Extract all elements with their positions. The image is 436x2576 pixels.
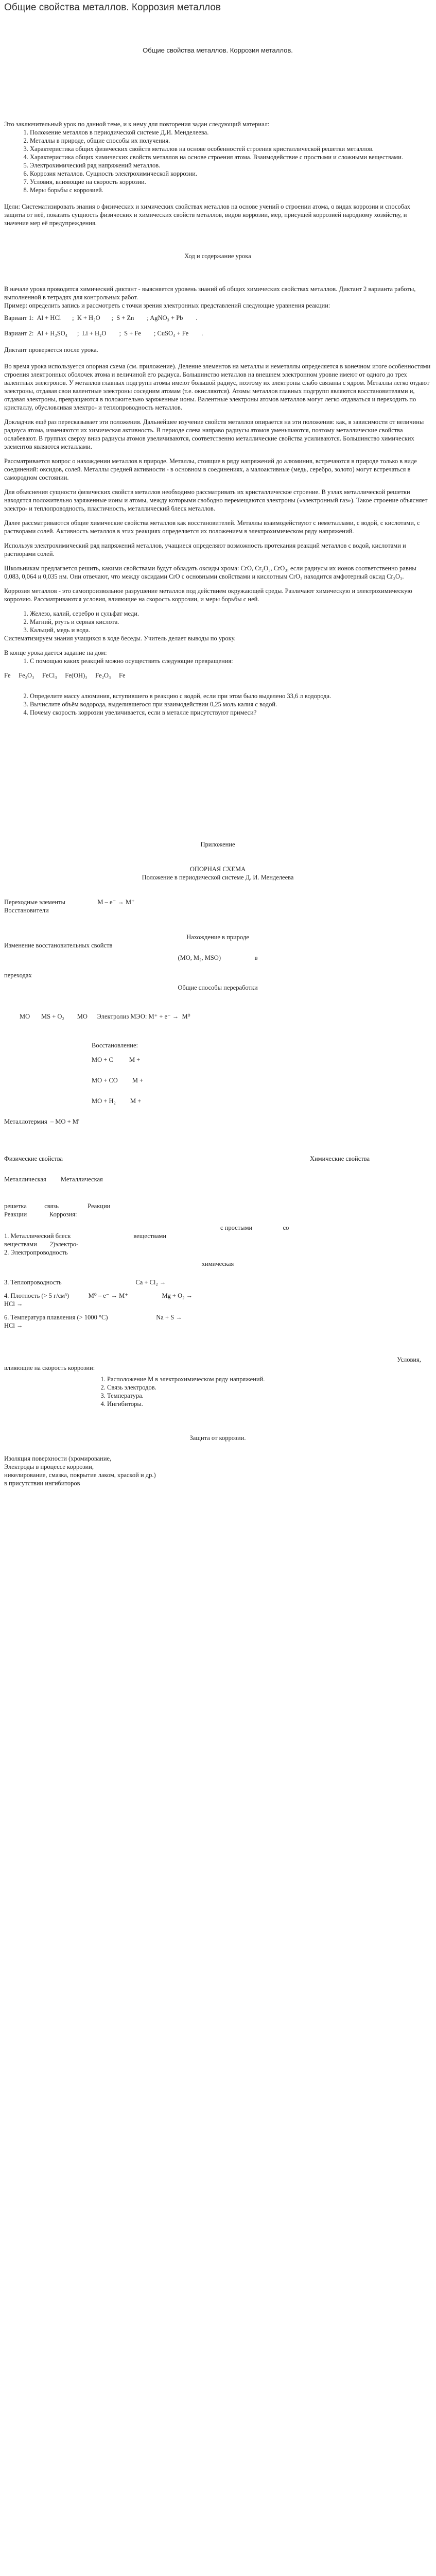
scheme-line: 6. Температура плавления (> 1000 °C) Na + S →	[4, 1314, 182, 1321]
paragraph: Диктант проверяется после урока.	[4, 346, 98, 353]
intro-text: Это заключительный урок по данной теме, и к нему для повторения задан следующий материал:	[4, 121, 270, 128]
scheme-subtitle: Положение в периодической системе Д. И. Менделеева	[142, 874, 294, 881]
paragraph: Докладчик ещё раз пересказывает эти положения. Дальнейшее изучение свойств металлов опирается на эти положения: как, в зависимости от величины радиуса атома, изменяются их химическая активность. В периоде слева направо радиусы атомов уменьшаются, поэтому металлические свойства ослабевают. В группах сверху вниз радиусы атомов увеличиваются, соответственно металлические свойства усиливаются. Большинство химических элементов являются металлами.	[4, 418, 424, 450]
scheme-line: Общие способы переработки	[178, 984, 258, 991]
list-item: 3. Характеристика общих физических свойств металлов на основе особенностей строения кристаллической решетки металлов.	[30, 145, 431, 153]
intro-list	[4, 128, 431, 194]
speed-list	[4, 1375, 431, 1408]
aims-text: Цели: Систематизировать знания о физических и химических свойствах металлов на основе учений о строении атома, о видах коррозии и способах защиты от неё, показать сущность физических и химических свойств металлов, видов коррозии, мер, присущей коррозией народному хозяйству, и значение мер её предупреждения.	[4, 203, 410, 227]
paragraph: Пример: определить запись и рассмотреть с точки зрения электронных представлений следующие уравнения реакции:	[4, 302, 330, 309]
list-item: 6. Коррозия металлов. Сущность электрохимической коррозии.	[30, 170, 431, 178]
scheme-line: веществами 2)электро-	[4, 1241, 79, 1248]
scheme-line: никелирование, смазка, покрытие лаком, краской и др.)	[4, 1471, 156, 1479]
scheme-line: переходах	[4, 972, 32, 979]
variant-1: Вариант 1: Al + HCl ; K + H₂O ; S + Zn ; AgNO₃ + Pb .	[4, 314, 198, 321]
scheme-line: (MO, M₂, MSO) в	[178, 954, 258, 961]
scheme-line: MO + CO M +	[92, 1077, 144, 1084]
scheme-line: Переходные элементы M – e⁻ → M⁺	[4, 899, 135, 906]
paragraph: Рассматривается вопрос о нахождении металлов в природе. Металлы, стоящие в ряду напряжений до алюминия, встречаются в природе только в виде соединений: оксидов, солей. Металлы средней активности - в основном в соединениях, а малоактивные (медь, серебро, золото) могут встречаться в самородном состоянии.	[4, 457, 417, 481]
scheme-line: с простыми со	[220, 1224, 289, 1231]
list-item: 1. Расположение М в электрохимическом ряду напряжений.	[107, 1375, 431, 1383]
paragraph: Школьникам предлагается решить, какими свойствами будут обладать оксиды хрома: CrO, Cr₂O₃, CrO₃, если радиусы их ионов соответственно равны 0,083, 0,064 и 0,035 нм. Они отвечают, что между оксидами CrO с основными свойствами и кислотным CrO₃ находится амфотерный оксид Cr₂O₃.	[4, 565, 416, 580]
scheme-line: 1. Металлический блеск веществами	[4, 1232, 167, 1240]
variant-2: Вариант 2: Al + H₂SO₄ ; Li + H₂O ; S + Fe ; CuSO₄ + Fe .	[4, 330, 203, 337]
appendix-heading: Приложение	[200, 841, 235, 848]
scheme-line: 4. Плотность (> 5 г/см³) M⁰ – e⁻ → M⁺ Mg + O₂ →	[4, 1292, 193, 1299]
scheme-line: влияющие на скорость коррозии:	[4, 1364, 95, 1371]
scheme-line: 2. Электропроводность	[4, 1249, 68, 1256]
scheme-line: Условия,	[397, 1356, 421, 1363]
scheme-line: Восстановление:	[92, 1042, 138, 1049]
scheme-line: в присутствии ингибиторов	[4, 1480, 80, 1487]
list-item: 8. Меры борьбы с коррозией.	[30, 186, 431, 194]
paragraph: Далее рассматриваются общие химические свойства металлов как восстановителей. Металлы взаимодействуют с неметаллами, с водой, с кислотами, с растворами солей. Активность металлов в этих реакциях определяется их положением в электрохимическом ряду напряжений.	[4, 519, 420, 535]
list-item: 4. Почему скорость коррозии увеличивается, если в металле присутствуют примеси?	[30, 708, 431, 717]
paragraph: Используя электрохимический ряд напряжений металлов, учащиеся определяют возможность протекания реакций металлов с водой, кислотами и растворами солей.	[4, 542, 406, 557]
scheme-title: ОПОРНАЯ СХЕМА	[189, 866, 246, 873]
list-item: 7. Условия, влияющие на скорость коррозии.	[30, 178, 431, 186]
tasks-list-cont	[4, 692, 431, 717]
scheme-line: Электроды в процессе коррозии,	[4, 1463, 94, 1470]
list-item: 3. Вычислите объём водорода, выделившегося при взаимодействии 0,25 моль калия с водой.	[30, 700, 431, 708]
paragraph: Во время урока используется опорная схема (см. приложение). Деление элементов на металлы и неметаллы определяется в конечном итоге особенностями строения электронных оболочек атома и величиной его радиуса. Большинство металлов на внешнем электронном уровне имеют от одного до трех валентных электронов. У металлов главных подгрупп атомы имеют большой радиус, поэтому их электроны слабо связаны с ядром. Металлы легко отдают электроны, отдавая свои валентные электроны соседним атомам (т.е. окисляются). Атомы металлов главных подгрупп являются восстановителями и, отдавая электроны, превращаются в положительно заряженные ионы. Валентные электроны атомов металлов могут легко отдаваться и переходить по кристаллу, обусловливая электро- и теплопроводность металлов.	[4, 363, 431, 411]
list-item: 1. Положение металлов в периодической системе Д.И. Менделеева.	[30, 128, 431, 137]
list-item: 2. Связь электродов.	[107, 1383, 431, 1392]
scheme-line: Химические свойства	[309, 1155, 370, 1162]
list-item: 3. Кальций, медь и вода.	[30, 626, 431, 634]
paragraph: В начале урока проводится химический диктант - выясняется уровень знаний об общих химических свойствах металлов. Диктант 2 варианта работы, выполненной в тетрадях для контрольных работ.	[4, 285, 416, 301]
scheme-line: химическая	[201, 1260, 234, 1267]
tasks-heading: В конце урока дается задание на дом:	[4, 649, 107, 656]
subtitle: Общие свойства металлов. Коррозия металлов.	[143, 46, 293, 54]
scheme-line: Восстановители	[4, 907, 49, 914]
question-list	[4, 609, 431, 634]
scheme-line: HCl →	[4, 1322, 23, 1329]
tasks-list	[4, 657, 431, 665]
scheme-line: MO MS + O₂ MO Электролиз МЭО: M⁺ + e⁻ → M⁰	[20, 1013, 190, 1020]
scheme-line: Металлическая Металлическая	[4, 1176, 103, 1183]
scheme-line: MO + H₂ M +	[92, 1097, 142, 1105]
scheme-line: MO + C M +	[92, 1056, 141, 1063]
scheme-line: Изменение восстановительных свойств	[4, 942, 113, 949]
scheme-line: Реакции Коррозия:	[4, 1211, 77, 1218]
scheme-line: HCl →	[4, 1300, 23, 1308]
list-item: 4. Ингибиторы.	[107, 1400, 431, 1408]
list-item: 3. Температура.	[107, 1392, 431, 1400]
paragraph: Для объяснения сущности физических свойств металлов необходимо рассматривать их кристаллическое строение. В узлах металлической решетки находятся положительно заряженные ионы и атомы, между которыми свободно перемещаются электроны («электронный газ»). Такое строение объясняет электро- и теплопроводность, пластичность, металлический блеск металлов.	[4, 488, 428, 512]
list-item: 2. Магний, ртуть и серная кислота.	[30, 618, 431, 626]
scheme-line: Изоляция поверхности (хромирование,	[4, 1455, 112, 1462]
page-title: Общие свойства металлов. Коррозия металлов	[4, 2, 221, 13]
document	[4, 2, 431, 1487]
scheme-line: Металлотермия – MO + M'	[4, 1118, 80, 1125]
list-item: 1. Железо, калий, серебро и сульфат меди.	[30, 609, 431, 618]
list-item: 1. С помощью каких реакций можно осуществить следующие превращения:	[30, 657, 431, 665]
scheme-line: решетка связь Реакции	[4, 1202, 111, 1210]
scheme-line: Защита от коррозии.	[189, 1434, 246, 1442]
paragraph: Систематизируем знания учащихся в ходе беседы. Учитель делает выводы по уроку.	[4, 635, 236, 642]
scheme-line: 3. Теплопроводность Ca + Cl₂ →	[4, 1279, 166, 1286]
list-item: 2. Определите массу алюминия, вступившего в реакцию с водой, если при этом было выделено 33,6 л водорода.	[30, 692, 431, 700]
list-item: 4. Характеристика общих химических свойств металлов на основе строения атома. Взаимодействие с простыми и сложными веществами.	[30, 153, 431, 161]
paragraph: Коррозия металлов - это самопроизвольное разрушение металлов под действием окружающей среды. Различают химическую и электрохимическую коррозию. Рассматриваются условия, влияющие на скорость коррозии, и меры борьбы с ней.	[4, 587, 412, 603]
scheme-line: Физические свойства	[4, 1155, 63, 1162]
scheme-line: Нахождение в природе	[186, 934, 249, 941]
list-item: 2. Металлы в природе, общие способы их получения.	[30, 137, 431, 145]
list-item: 5. Электрохимический ряд напряжений металлов.	[30, 161, 431, 170]
lesson-flow-heading: Ход и содержание урока	[184, 252, 251, 260]
reaction-chain: Fe Fe₂O₃ FeCl₃ Fe(OH)₃ Fe₂O₃ Fe	[4, 672, 126, 679]
